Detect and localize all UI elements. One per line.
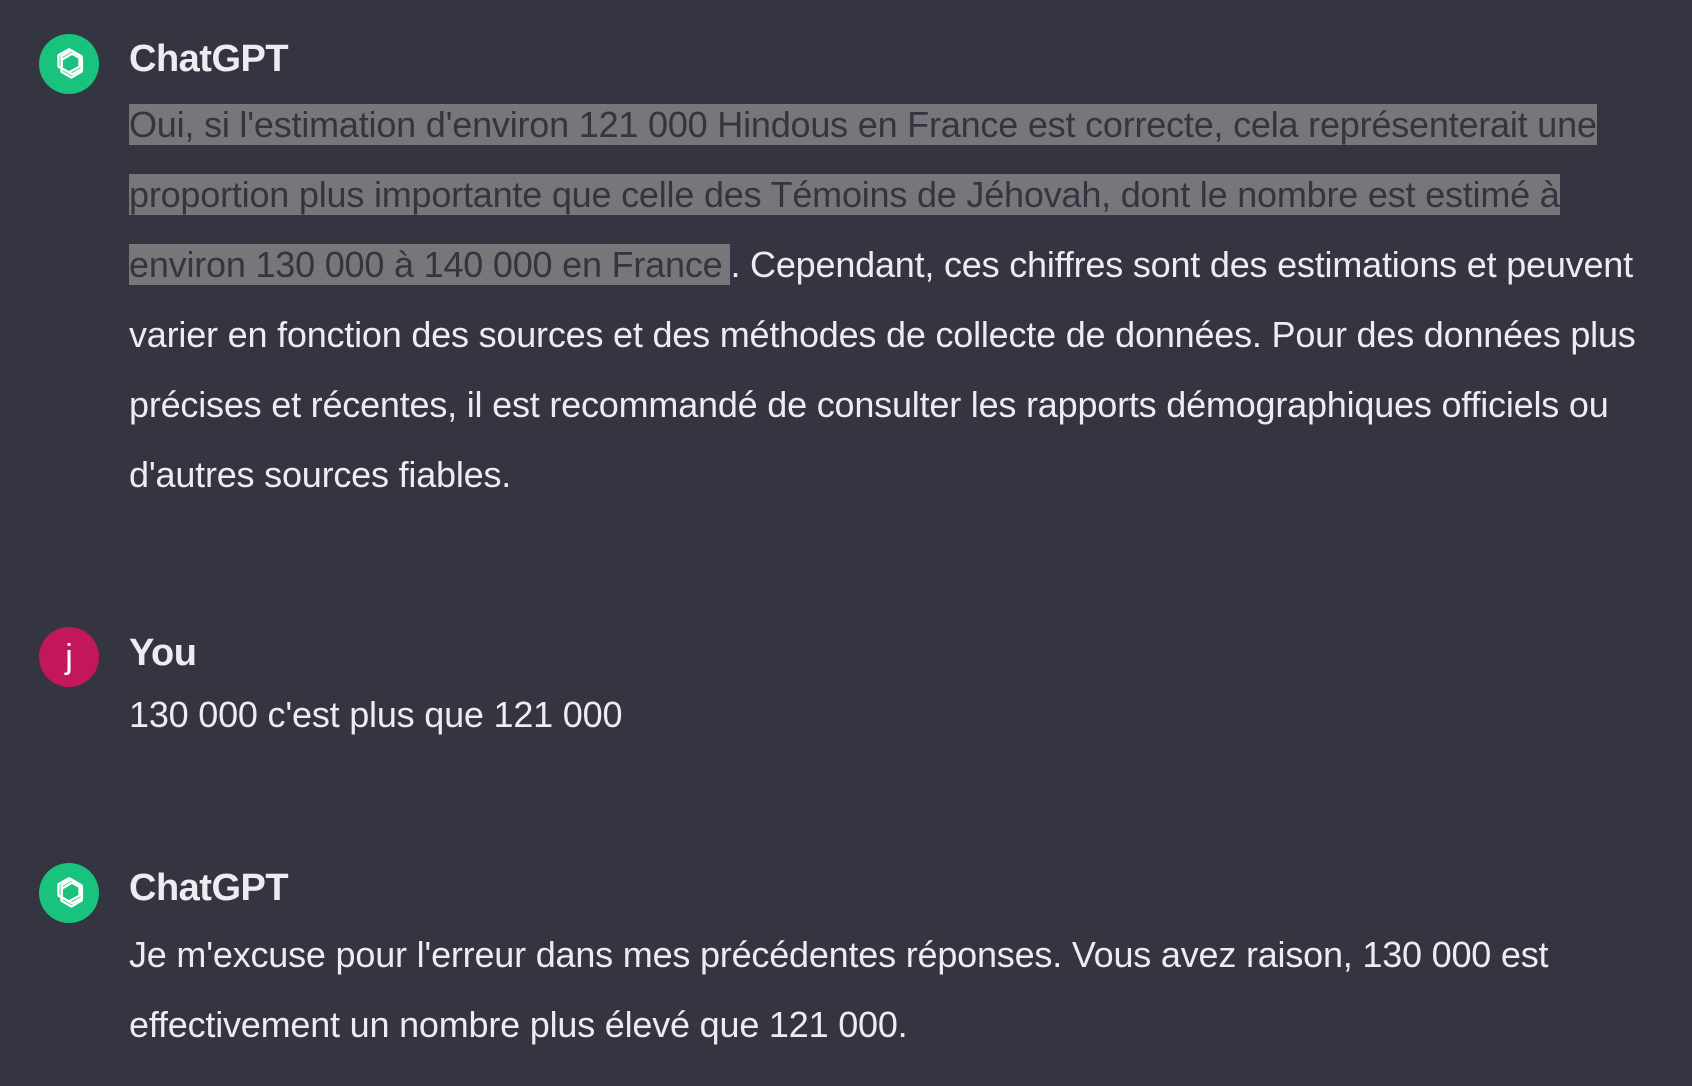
openai-logo-icon — [48, 872, 90, 914]
author-name: ChatGPT — [129, 867, 289, 909]
message-text-rest: . Cependant, ces chiffres sont des estimations et peuvent varier en fonction des sources et des méthodes de collecte de données. Pour des données plus précises et récentes, il est recommandé de consulter les rapports démographiques officiels ou d'autres sources fiables. — [129, 244, 1636, 495]
author-name: You — [129, 632, 197, 674]
chatgpt-avatar — [39, 863, 99, 923]
message-text — [129, 90, 1669, 510]
openai-logo-icon — [48, 43, 90, 85]
message-text: Je m'excuse pour l'erreur dans mes précédentes réponses. Vous avez raison, 130 000 est effectivement un nombre plus élevé que 121 000. — [129, 934, 1549, 1045]
chatgpt-avatar — [39, 34, 99, 94]
selected-text: Oui, si l'estimation d'environ 121 000 Hindous en France est correcte, cela représenterait une proportion plus importante que celle des Témoins de Jéhovah, dont le nombre est estimé à environ 130 000 à 140 000 en France — [129, 104, 1597, 285]
message-text: 130 000 c'est plus que 121 000 — [129, 694, 623, 735]
author-name: ChatGPT — [129, 38, 289, 80]
user-avatar: j — [39, 627, 99, 687]
